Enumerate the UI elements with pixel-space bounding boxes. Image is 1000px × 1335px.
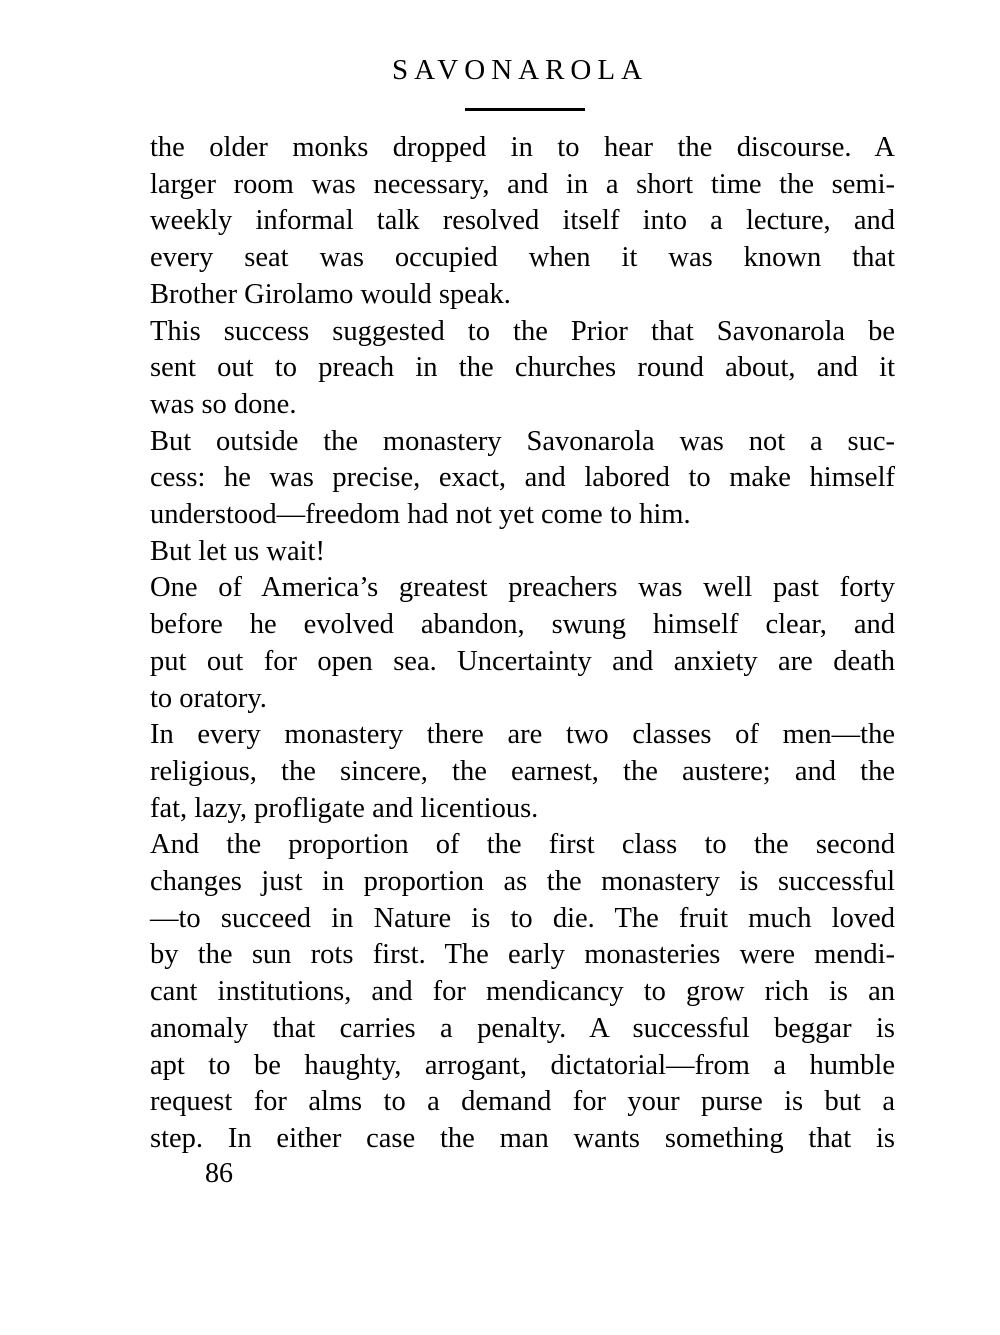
text-line: the older monks dropped in to hear the discourse. A [150,132,895,163]
text-line: to oratory. [150,682,267,714]
paragraph [150,827,895,1157]
text-line: fat, lazy, profligate and licentious. [150,792,539,824]
text-line: religious, the sincere, the earnest, the austere; and the [150,755,895,787]
text-line: This success suggested to the Prior that Savonarola be [150,315,895,347]
text-line: request for alms to a demand for your purse is but a [150,1086,895,1118]
paragraph [150,314,895,424]
text-line: step. In either case the man wants something that is [150,1122,895,1154]
text-line: understood—freedom had not yet come to him. [150,499,691,531]
text-line: changes just in proportion as the monastery is successful [150,866,895,898]
text-line: anomaly that carries a penalty. A successful beggar is [150,1012,895,1044]
text-line: cess: he was precise, exact, and labored to make himself [150,462,895,494]
paragraph [150,570,895,717]
text-line: before he evolved abandon, swung himself clear, and [150,609,895,641]
text-line: cant institutions, and for mendicancy to grow rich is an [150,976,895,1008]
text-line: by the sun rots first. The early monasteries were mendi- [150,939,895,971]
paragraph [150,424,895,534]
text-line: every seat was occupied when it was known that [150,242,895,274]
title-rule [465,108,585,111]
text-line: apt to be haughty, arrogant, dictatorial—from a humble [150,1049,895,1081]
paragraph [150,130,895,314]
text-line: Brother Girolamo would speak. [150,278,511,310]
text-line: put out for open sea. Uncertainty and anxiety are death [150,645,895,677]
text-line: But let us wait! [150,535,325,567]
running-title: SAVONAROLA [391,54,649,86]
text-line: —to succeed in Nature is to die. The fruit much loved [150,902,895,934]
text-line: And the proportion of the first class to the second [150,829,895,861]
paragraph [150,717,895,827]
page-number: 86 [205,1158,233,1189]
text-line: In every monastery there are two classes of men—the [150,719,895,751]
text-line: was so done. [150,388,297,420]
text-line: larger room was necessary, and in a short time the semi- [150,168,895,200]
text-line: weekly informal talk resolved itself into a lecture, and [150,205,895,237]
text-line: sent out to preach in the churches round about, and it [150,352,895,384]
text-line: One of America’s greatest preachers was well past forty [150,572,895,604]
paragraph [150,534,895,571]
text-line: But outside the monastery Savonarola was not a suc- [150,425,895,457]
body-text [150,130,895,1158]
